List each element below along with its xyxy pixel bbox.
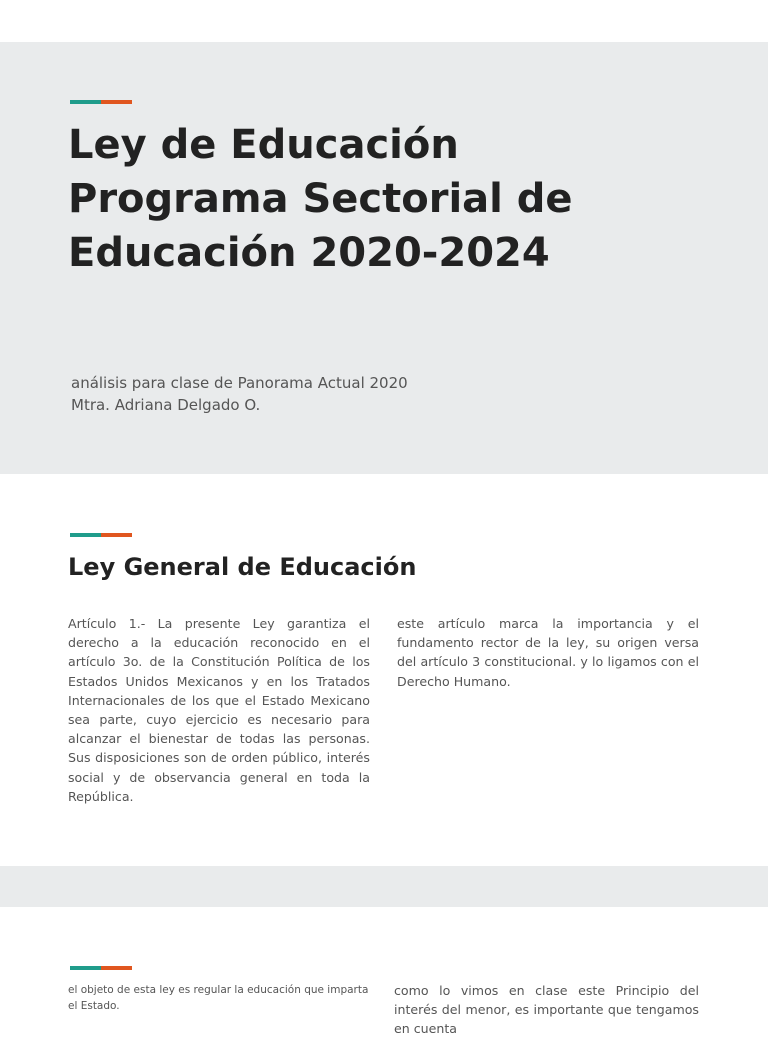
article-text: Artículo 1.- La presente Ley garantiza el derecho a la educación reconocido en el artículo 3o. de la Constitución Política de los Estados Unidos Mexicanos y en los Tratados Internacionales de los que el Estado Mexicano sea parte, cuyo ejercicio es necesario para alcanzar el bienestar de todas las personas. Sus disposiciones son de orden público, interés social y de observancia general en toda la República. <box>68 616 370 804</box>
accent-bar <box>70 966 132 970</box>
title-line-3: Educación 2020-2024 <box>68 230 550 276</box>
title-line-2: Programa Sectorial de <box>68 176 573 222</box>
principle-text: como lo vimos en clase este Principio del interés del menor, es importante que tengamos en cuenta <box>394 983 699 1037</box>
title-line-1: Ley de Educación <box>68 122 459 168</box>
slide-subtitle <box>71 372 571 416</box>
slide-title <box>68 118 688 280</box>
accent-bar <box>70 533 132 537</box>
accent-bar <box>70 100 132 104</box>
objective-text: el objeto de esta ley es regular la educación que imparta el Estado. <box>68 984 369 1012</box>
slide-separator <box>0 866 768 907</box>
subtitle-line-1: análisis para clase de Panorama Actual 2020 <box>71 374 408 392</box>
section-title: Ley General de Educación <box>68 553 417 581</box>
analysis-text: este artículo marca la importancia y el fundamento rector de la ley, su origen versa del artículo 3 constitucional. y lo ligamos con el Derecho Humano. <box>397 616 699 689</box>
subtitle-line-2: Mtra. Adriana Delgado O. <box>71 396 261 414</box>
